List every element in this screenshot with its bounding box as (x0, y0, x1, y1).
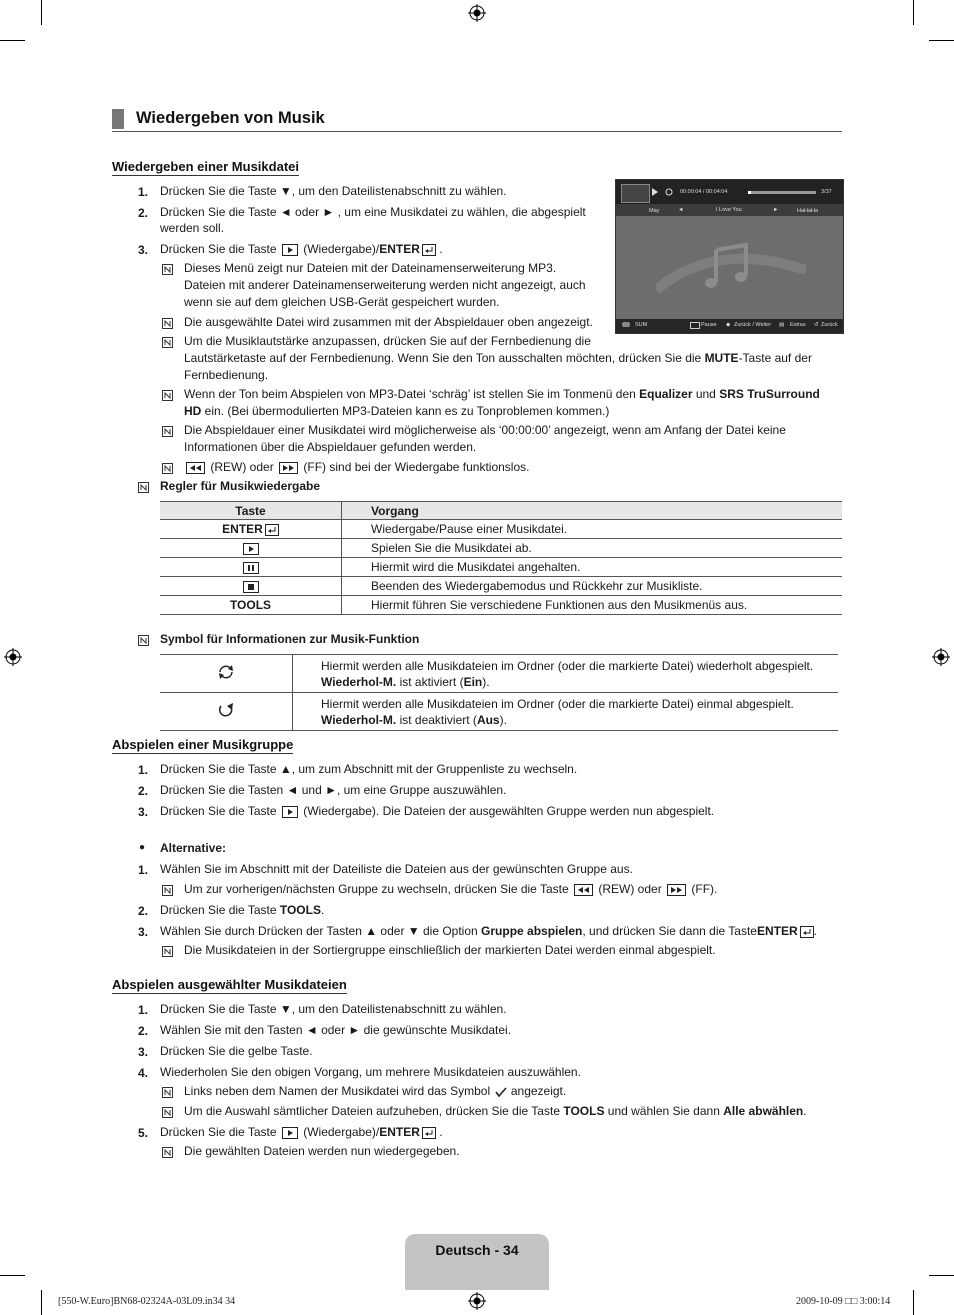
registration-mark-icon (932, 648, 950, 666)
step-text: Drücken Sie die Taste ▲, um zum Abschnitt mit der Gruppenliste zu wechseln. (160, 762, 578, 776)
track-count: 3/37 (821, 189, 832, 195)
print-slug-left: [550-W.Euro]BN68-02324A-03L09.in34 34 (58, 1296, 236, 1307)
step-text: Wählen Sie mit den Tasten ◄ oder ► die gewünschte Musikdatei. (160, 1023, 512, 1037)
controls-heading: Regler für Musikwiedergabe (160, 479, 321, 493)
section-heading-play-group: Abspielen einer Musikgruppe (112, 737, 294, 752)
tools-icon: ▤ (779, 322, 785, 328)
crop-mark (0, 40, 25, 41)
next-track: HaHaHa (797, 208, 819, 214)
arrows-icon: ◆ (726, 322, 731, 328)
note-text: Dateien mit anderer Dateinamenserweiterung werden nicht angezeigt, auch (184, 278, 586, 292)
playback-time: 00:00:04 / 00:04:04 (680, 189, 728, 195)
usb-icon (622, 322, 630, 327)
play-key-icon (243, 543, 259, 555)
page-title: Wiedergeben von Musik (136, 109, 325, 127)
step-text: Drücken Sie die Tasten ◄ und ►, um eine Gruppe auszuwählen. (160, 783, 507, 797)
bullet-icon: ● (139, 842, 146, 853)
note-text: Die gewählten Dateien werden nun wiedergegeben. (184, 1144, 460, 1158)
note-icon (162, 337, 173, 348)
crop-mark (0, 1275, 25, 1276)
section-heading-play-selected: Abspielen ausgewählter Musikdateien (112, 977, 347, 992)
step-number: 2. (138, 1024, 149, 1038)
step-number: 3. (138, 805, 149, 819)
note-text: Links neben dem Namen der Musikdatei wird das Symbol angezeigt. (184, 1084, 567, 1098)
return-icon: ↺ (814, 322, 819, 328)
step-number: 3. (138, 1045, 149, 1059)
current-track: I Love You (716, 207, 742, 213)
step-text: Wählen Sie durch Drücken der Tasten ▲ oder ▼ die Option Gruppe abspielen, und drücken Sie dann die TasteENTER . (160, 924, 817, 938)
table-header: Vorgang (342, 502, 843, 520)
table-row: Hiermit werden alle Musikdateien im Ordner (oder die markierte Datei) wiederholt abgespielt. Wiederhol-M. ist aktiviert (Ein). (160, 655, 838, 693)
enter-key-icon (800, 926, 814, 938)
title-bar-decoration (112, 109, 124, 129)
step-number: 1. (138, 1003, 149, 1017)
right-arrow-icon: ► (773, 207, 779, 213)
repeat-icon (664, 187, 674, 197)
crop-mark (929, 1275, 954, 1276)
step-text: Drücken Sie die gelbe Taste. (160, 1044, 313, 1058)
step-text: Wiederholen Sie den obigen Vorgang, um mehrere Musikdateien auszuwählen. (160, 1065, 581, 1079)
play-key-icon (282, 806, 298, 818)
crop-mark (929, 40, 954, 41)
hint-extras: Extras (790, 322, 806, 328)
registration-mark-icon (468, 1292, 486, 1310)
table-row: ENTER Wiedergabe/Pause einer Musikdatei. (160, 520, 842, 539)
step-text: werden soll. (160, 221, 225, 235)
album-thumbnail (621, 184, 650, 203)
step-text: Drücken Sie die Taste (Wiedergabe). Die Dateien der ausgewählten Gruppe werden nun abgespielt. (160, 804, 715, 818)
note-text: Lautstärketaste auf der Fernbedienung. Wenn Sie den Ton ausschalten möchten, drücken Sie die MUTE-Taste auf der (184, 351, 812, 365)
note-text: Die Abspieldauer einer Musikdatei wird möglicherweise als ‘00:00:00’ angezeigt, wenn am Anfang der Datei keine (184, 423, 786, 437)
stop-key-icon (243, 581, 259, 593)
pause-key-icon (243, 562, 259, 574)
note-text: wenn sie auf dem gleichen USB-Gerät gespeichert wurden. (184, 295, 500, 309)
step-number: 2. (138, 784, 149, 798)
note-icon (162, 426, 173, 437)
enter-key-icon (422, 1127, 436, 1139)
note-text: HD ein. (Bei übermodulierten MP3-Dateien kann es zu Tonproblemen kommen.) (184, 404, 610, 418)
enter-key-icon (422, 244, 436, 256)
device-label: SUM (635, 322, 648, 328)
step-text: Drücken Sie die Taste ▼, um den Dateilistenabschnitt zu wählen. (160, 184, 507, 198)
step-text: Drücken Sie die Taste TOOLS. (160, 903, 325, 917)
crop-mark (913, 0, 914, 25)
left-arrow-icon: ◄ (678, 207, 684, 213)
note-icon (162, 885, 173, 896)
fast-forward-key-icon (279, 462, 298, 474)
step-number: 1. (138, 863, 149, 877)
note-text: Informationen über die Abspieldauer gefunden werden. (184, 440, 477, 454)
table-row: TOOLS Hiermit führen Sie verschiedene Funktionen aus den Musikmenüs aus. (160, 596, 842, 615)
music-player-screenshot (615, 179, 844, 334)
step-text: Drücken Sie die Taste ▼, um den Dateilistenabschnitt zu wählen. (160, 1002, 507, 1016)
prev-track: May (649, 208, 660, 214)
note-icon (162, 463, 173, 474)
fast-forward-key-icon (667, 884, 686, 896)
play-key-icon (282, 1127, 298, 1139)
crop-mark (41, 1290, 42, 1315)
note-icon (162, 1147, 173, 1158)
note-icon (162, 264, 173, 275)
table-row: Spielen Sie die Musikdatei ab. (160, 539, 842, 558)
checkmark-icon (494, 1086, 508, 1098)
section-heading-play-file: Wiedergeben einer Musikdatei (112, 159, 299, 174)
note-text: Um die Musiklautstärke anzupassen, drücken Sie auf der Fernbedienung die (184, 334, 591, 348)
step-number: 5. (138, 1126, 149, 1140)
play-icon (651, 188, 659, 196)
repeat-all-icon (216, 663, 236, 681)
note-icon (162, 946, 173, 957)
step-number: 4. (138, 1066, 149, 1080)
print-slug-right: 2009-10-09 □□ 3:00:14 (796, 1296, 891, 1307)
alternative-label: Alternative: (160, 841, 227, 855)
enter-key-icon (265, 524, 279, 536)
note-text: Dieses Menü zeigt nur Dateien mit der Dateinamenserweiterung MP3. (184, 261, 557, 275)
rewind-key-icon (574, 884, 593, 896)
table-row: Hiermit werden alle Musikdateien im Ordner (oder die markierte Datei) einmal abgespielt. Wiederhol-M. ist deaktiviert (Aus). (160, 693, 838, 731)
hint-pause: Pause (701, 322, 717, 328)
play-key-icon (282, 244, 298, 256)
step-number: 1. (138, 763, 149, 777)
progress-bar (748, 191, 816, 194)
note-icon (162, 1087, 173, 1098)
hint-skip: Zurück / Weiter (734, 322, 772, 328)
step-number: 3. (138, 925, 149, 939)
step-number: 1. (138, 185, 149, 199)
note-text: Um zur vorherigen/nächsten Gruppe zu wechseln, drücken Sie die Taste (REW) oder (FF). (184, 882, 718, 896)
repeat-once-icon (216, 701, 236, 719)
note-icon (162, 390, 173, 401)
step-text: Drücken Sie die Taste ◄ oder ► , um eine Musikdatei zu wählen, die abgespielt (160, 205, 586, 219)
music-note-graphic-icon (656, 220, 806, 315)
step-number: 2. (138, 206, 149, 220)
registration-mark-icon (468, 4, 486, 22)
note-text: Die ausgewählte Datei wird zusammen mit der Abspieldauer oben angezeigt. (184, 315, 593, 329)
table-header: Taste (160, 502, 342, 520)
note-text: Fernbedienung. (184, 368, 269, 382)
symbols-table (160, 654, 838, 731)
note-text: Wenn der Ton beim Abspielen von MP3-Datei ‘schräg’ ist stellen Sie im Tonmenü den Equalizer und SRS TruSurround (184, 387, 820, 401)
note-icon (162, 318, 173, 329)
step-text: Drücken Sie die Taste (Wiedergabe)/ENTER . (160, 242, 443, 256)
note-text: Um die Auswahl sämtlicher Dateien aufzuheben, drücken Sie die Taste TOOLS und wählen Sie dann Alle abwählen. (184, 1104, 807, 1118)
crop-mark (41, 0, 42, 25)
note-icon (138, 635, 149, 646)
step-text: Drücken Sie die Taste (Wiedergabe)/ENTER . (160, 1125, 443, 1139)
step-number: 3. (138, 243, 149, 257)
note-text: (REW) oder (FF) sind bei der Wiedergabe funktionslos. (184, 459, 529, 476)
title-underline (112, 131, 842, 132)
step-text: Wählen Sie im Abschnitt mit der Dateiliste die Dateien aus der gewünschten Gruppe aus. (160, 862, 633, 876)
note-icon (138, 482, 149, 493)
step-number: 2. (138, 904, 149, 918)
page-number: Deutsch - 34 (435, 1242, 519, 1258)
table-row: Beenden des Wiedergabemodus und Rückkehr zur Musikliste. (160, 577, 842, 596)
table-row: Hiermit wird die Musikdatei angehalten. (160, 558, 842, 577)
registration-mark-icon (4, 648, 22, 666)
hint-back: Zurück (821, 322, 838, 328)
symbols-heading: Symbol für Informationen zur Musik-Funktion (160, 632, 420, 646)
crop-mark (913, 1290, 914, 1315)
controls-table (160, 501, 842, 615)
note-text: Die Musikdateien in der Sortiergruppe einschließlich der markierten Datei werden einmal abgespielt. (184, 943, 716, 957)
rewind-key-icon (186, 462, 205, 474)
enter-icon (690, 322, 700, 329)
note-icon (162, 1107, 173, 1118)
